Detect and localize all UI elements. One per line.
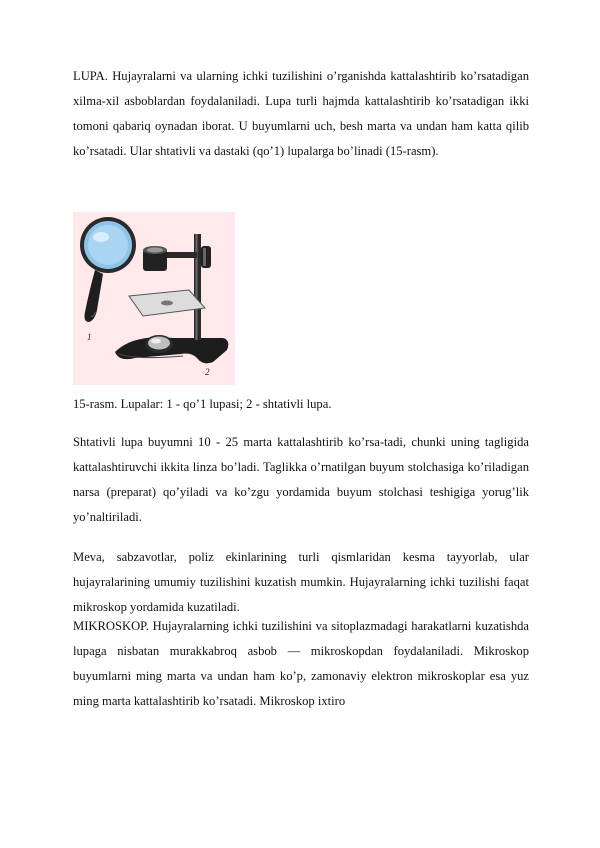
magnifiers-illustration bbox=[73, 212, 235, 385]
hand-magnifier-icon bbox=[80, 217, 136, 322]
figure-caption: 15-rasm. Lupalar: 1 - qo’1 lupasi; 2 - shtativli lupa. bbox=[73, 397, 332, 411]
figure-magnifiers bbox=[73, 212, 235, 385]
figure-label-1: 1 bbox=[87, 332, 92, 342]
paragraph-lupa-intro: LUPA. Hujayralarni va ularning ichki tuzilishini o’rganishda kattalashtirib ko’rsatadigan xilma-xil asboblardan foydalaniladi. Lupa turli hajmda kattalashtirib ko’rsatadigan ikki tomoni qabariq oynadan iborat. U buyumlarni uch, besh marta va undan ham katta qilib ko’rsatadi. Ular shtativli va dastaki (qo’1) lupalarga bo’linadi (15-rasm). bbox=[73, 69, 529, 158]
paragraph-microscope: MIKROSKOP. Hujayralarning ichki tuzilishini va sitoplazmadagi harakatlarni kuzatishda lupaga nisbatan murakkabroq asbob — mikroskopdan foydalaniladi. Mikroskop buyumlarni ming marta va undan ham ko’p, zamonaviy elektron mikroskoplar esa yuz ming marta kattalashtirib ko’rsatadi. Mikroskop ixtiro bbox=[73, 619, 529, 708]
figure-label-2: 2 bbox=[205, 367, 210, 377]
paragraph-observation: Meva, sabzavotlar, poliz ekinlarining turli qismlaridan kesma tayyorlab, ular hujayralarining umumiy tuzilishini kuzatish mumkin. Hujayralarning ichki tuzilishi faqat mikroskop yordamida kuzatiladi. bbox=[73, 550, 529, 614]
paragraph-stand-magnifier: Shtativli lupa buyumni 10 - 25 marta kattalashtirib ko’rsa-tadi, chunki uning tagligida kattalashtiruvchi ikkita linza bo’ladi. Taglikka o’rnatilgan buyum stolchasiga ko’riladigan narsa (preparat) qo’yiladi va ko’zgu yordamida buyum stolchasi teshigiga yorug’lik yo’naltiriladi. bbox=[73, 435, 529, 524]
